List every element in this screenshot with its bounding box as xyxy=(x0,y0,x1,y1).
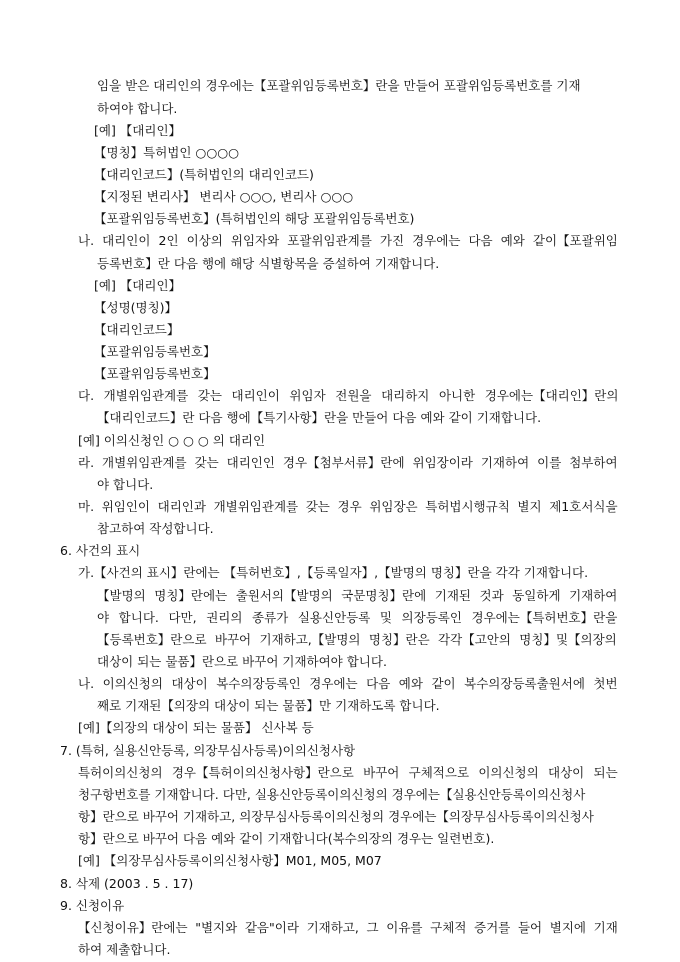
text-line: 특허이의신청의 경우【특허이의신청사항】란으로 바꾸어 구체적으로 이의신청의 대상이 되는 xyxy=(78,765,618,780)
text-line: 마. 위임인이 대리인과 개별위임관계를 갖는 경우 위임장은 특허법시행규칙 별지 제1호서식을 xyxy=(78,499,618,514)
text-line: 청구항번호를 기재합니다. 다만, 실용신안등록이의신청의 경우에는【실용신안등록이의신청사 xyxy=(78,787,586,802)
text-line: 항】란으로 바꾸어 다음 예와 같이 기재합니다(복수의장의 경우는 일련번호). xyxy=(78,831,495,846)
text-line: 【대리인코드】(특허법인의 대리인코드) xyxy=(94,167,314,182)
text-line: 【명칭】특허법인 ○○○○ xyxy=(94,145,240,160)
text-line: [예]【의장의 대상이 되는 물품】 신사복 등 xyxy=(78,720,314,735)
text-line: 야 합니다. 다만, 권리의 종류가 실용신안등록 및 의장등록인 경우에는【특허번호】란을 xyxy=(97,610,618,625)
text-line: 【등록번호】란으로 바꾸어 기재하고,【발명의 명칭】란은 각각【고안의 명칭】및【의장의 xyxy=(97,632,617,647)
text-line: 야 합니다. xyxy=(97,477,154,492)
section-heading: 8. 삭제 (2003 . 5 . 17) xyxy=(60,876,194,891)
text-line: 【발명의 명칭】란에는 출원서의【발명의 국문명칭】란에 기재된 것과 동일하게 기재하여 xyxy=(97,588,618,603)
text-line: 【신청이유】란에는 "별지와 같음"이라 기재하고, 그 이유를 구체적 증거를 들어 별지에 기재 xyxy=(78,920,618,935)
text-line: 나. 대리인이 2인 이상의 위임자와 포괄위임관계를 가진 경우에는 다음 예와 같이【포괄위임 xyxy=(78,233,618,248)
text-line: 【포괄위임등록번호】 xyxy=(94,344,216,359)
section-heading: 6. 사건의 표시 xyxy=(60,543,141,558)
text-line: 하여 제출합니다. xyxy=(78,942,171,957)
text-line: [예] 【대리인】 xyxy=(94,278,182,293)
text-line: 라. 개별위임관계를 갖는 대리인인 경우【첨부서류】란에 위임장이라 기재하여 이를 첨부하여 xyxy=(78,455,618,470)
text-line: 【대리인코드】 xyxy=(94,322,180,337)
text-line: 임을 받은 대리인의 경우에는【포괄위임등록번호】란을 만들어 포괄위임등록번호를 기재 xyxy=(97,78,581,93)
text-line: 【지정된 변리사】 변리사 ○○○, 변리사 ○○○ xyxy=(94,189,354,204)
text-line: 대상이 되는 물품】란으로 바꾸어 기재하여야 합니다. xyxy=(97,654,387,669)
text-line: 항】란으로 바꾸어 기재하고, 의장무심사등록이의신청의 경우에는【의장무심사등록이의신청사 xyxy=(78,809,594,824)
text-line: [예] 이의신청인 ○ ○ ○ 의 대리인 xyxy=(78,433,266,448)
section-heading: 9. 신청이유 xyxy=(60,898,125,913)
text-line: 가.【사건의 표시】란에는 【특허번호】,【등록일자】,【발명의 명칭】란을 각각 기재합니다. xyxy=(78,565,589,580)
text-line: [예] 【의장무심사등록이의신청사항】M01, M05, M07 xyxy=(78,853,382,868)
text-line: 째로 기재된【의장의 대상이 되는 물품】만 기재하도록 합니다. xyxy=(97,698,440,713)
text-line: 다. 개별위임관계를 갖는 대리인이 위임자 전원을 대리하지 아니한 경우에는【대리인】란의 xyxy=(78,388,619,403)
text-line: 【성명(명칭)】 xyxy=(94,300,178,315)
text-line: [예] 【대리인】 xyxy=(94,123,182,138)
text-line: 등록번호】란 다음 행에 해당 식별항목을 증설하여 기재합니다. xyxy=(97,256,440,271)
section-heading: 7. (특허, 실용신안등록, 의장무심사등록)이의신청사항 xyxy=(60,743,356,758)
text-line: 【대리인코드】란 다음 행에【특기사항】란을 만들어 다음 예와 같이 기재합니다. xyxy=(97,410,542,425)
text-line: 나. 이의신청의 대상이 복수의장등록인 경우에는 다음 예와 같이 복수의장등록출원서에 첫번 xyxy=(78,676,618,691)
text-line: 【포괄위임등록번호】(특허법인의 해당 포괄위임등록번호) xyxy=(94,211,415,226)
text-line: 하여야 합니다. xyxy=(97,101,178,116)
text-line: 참고하여 작성합니다. xyxy=(97,521,214,536)
text-line: 【포괄위임등록번호】 xyxy=(94,366,216,381)
